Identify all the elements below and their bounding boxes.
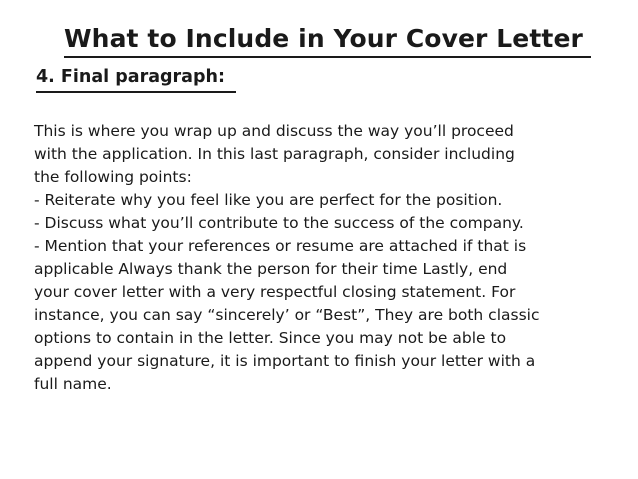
body-line: with the application. In this last paragraph, consider including xyxy=(34,145,515,163)
body-line: - Reiterate why you feel like you are perfect for the position. xyxy=(34,191,503,209)
body-line: full name. xyxy=(34,375,112,393)
body-paragraph xyxy=(34,120,624,396)
body-line: This is where you wrap up and discuss the way you’ll proceed xyxy=(34,122,514,140)
body-line: your cover letter with a very respectful closing statement. For xyxy=(34,283,516,301)
section-heading-underline xyxy=(36,91,236,93)
body-line: applicable Always thank the person for their time Lastly, end xyxy=(34,260,508,278)
body-line: instance, you can say “sincerely’ or “Best”, They are both classic xyxy=(34,306,540,324)
body-line: the following points: xyxy=(34,168,192,186)
section-heading: 4. Final paragraph: xyxy=(36,67,225,87)
slide-title: What to Include in Your Cover Letter xyxy=(64,24,583,53)
body-line: - Discuss what you’ll contribute to the success of the company. xyxy=(34,214,524,232)
body-line: - Mention that your references or resume are attached if that is xyxy=(34,237,527,255)
body-line: options to contain in the letter. Since you may not be able to xyxy=(34,329,507,347)
body-line: append your signature, it is important to finish your letter with a xyxy=(34,352,536,370)
title-underline xyxy=(64,56,591,58)
